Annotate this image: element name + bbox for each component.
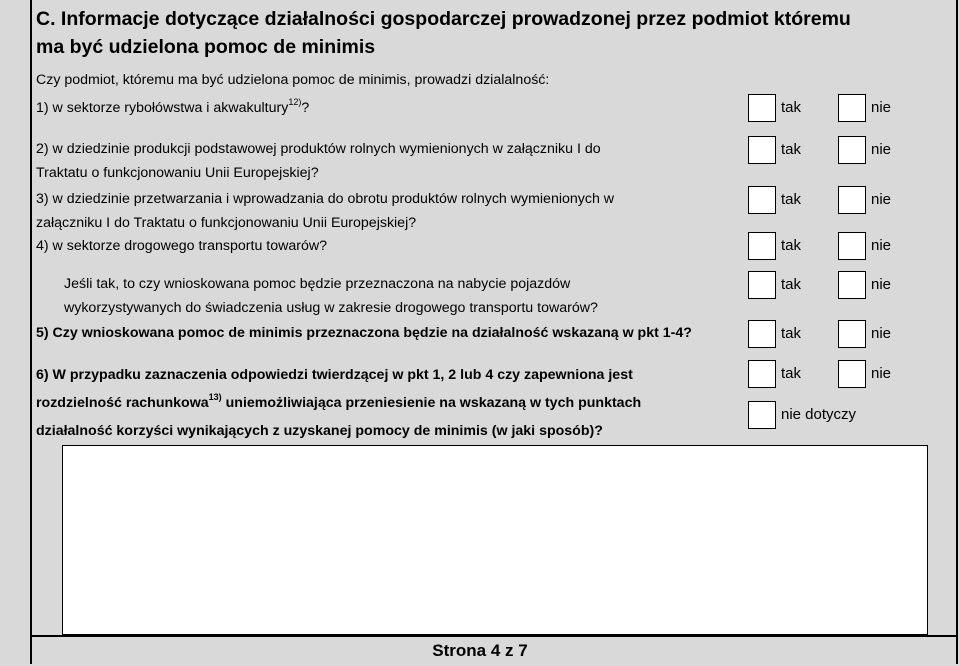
q2-nie-checkbox[interactable] xyxy=(838,136,866,164)
q2-tak-label: tak xyxy=(781,141,802,158)
q4-nie-label: nie xyxy=(871,237,892,254)
page-number: Strona 4 z 7 xyxy=(432,641,528,660)
q1-nie-checkbox[interactable] xyxy=(838,94,866,122)
question-4-followup: Jeśli tak, to czy wnioskowana pomoc będzie przeznaczona na nabycie pojazdów wykorzystywanych do świadczenia usług w zakresie drogowego transportu towarów? xyxy=(64,276,598,316)
q4a-tak-label: tak xyxy=(781,276,802,293)
q6-nie-dotyczy-label: nie dotyczy xyxy=(781,406,857,423)
q6-nie-dotyczy-checkbox[interactable] xyxy=(748,401,776,429)
q5-tak-label: tak xyxy=(781,325,802,342)
q3-nie-label: nie xyxy=(871,191,892,208)
q4-tak-checkbox[interactable] xyxy=(748,232,776,260)
q3-tak-label: tak xyxy=(781,191,802,208)
q6-nie-label: nie xyxy=(871,365,892,382)
question-2: 2) w dziedzinie produkcji podstawowej produktów rolnych wymienionych w załączniku I do Traktatu o funkcjonowaniu Unii Europejskiej? xyxy=(36,141,601,181)
q4a-tak-checkbox[interactable] xyxy=(748,271,776,299)
q4-nie-checkbox[interactable] xyxy=(838,232,866,260)
section-title: C. Informacje dotyczące działalności gospodarczej prowadzonej przez podmiot któremu ma być udzielona pomoc de minimis xyxy=(36,8,851,58)
q5-nie-label: nie xyxy=(871,325,892,342)
q4a-nie-label: nie xyxy=(871,276,892,293)
question-4: 4) w sektorze drogowego transportu towarów? xyxy=(36,238,327,254)
q1-nie-label: nie xyxy=(871,99,892,116)
q1-tak-label: tak xyxy=(781,99,802,116)
q1-tak-checkbox[interactable] xyxy=(748,94,776,122)
question-5: 5) Czy wnioskowana pomoc de minimis przeznaczona będzie na działalność wskazaną w pkt 1-4? xyxy=(36,325,692,341)
q3-tak-checkbox[interactable] xyxy=(748,186,776,214)
q6-tak-label: tak xyxy=(781,365,802,382)
footer-divider xyxy=(30,635,958,637)
q5-nie-checkbox[interactable] xyxy=(838,320,866,348)
question-6: 6) W przypadku zaznaczenia odpowiedzi twierdzącej w pkt 1, 2 lub 4 czy zapewniona jest rozdzielność rachunkowa$^{13)}$ uniemożliwiająca przeniesienie na wskazaną w tych punktach działalność korzyści wynikających z uzyskanej pomocy de minimis (w jaki sposób)? xyxy=(36,367,642,439)
q2-nie-label: nie xyxy=(871,141,892,158)
answer-textarea[interactable] xyxy=(62,445,928,635)
q6-tak-checkbox[interactable] xyxy=(748,360,776,388)
q2-tak-checkbox[interactable] xyxy=(748,136,776,164)
q6-nie-checkbox[interactable] xyxy=(838,360,866,388)
question-3: 3) w dziedzinie przetwarzania i wprowadzania do obrotu produktów rolnych wymienionych w załączniku I do Traktatu o funkcjonowaniu Unii Europejskiej? xyxy=(36,191,615,231)
q4-tak-label: tak xyxy=(781,237,802,254)
q3-nie-checkbox[interactable] xyxy=(838,186,866,214)
q5-tak-checkbox[interactable] xyxy=(748,320,776,348)
question-1: 1) w sektorze rybołówstwa i akwakultury$^{12)}$? xyxy=(36,97,310,116)
intro-question: Czy podmiot, któremu ma być udzielona pomoc de minimis, prowadzi dzialalność: xyxy=(36,72,550,88)
q4a-nie-checkbox[interactable] xyxy=(838,271,866,299)
